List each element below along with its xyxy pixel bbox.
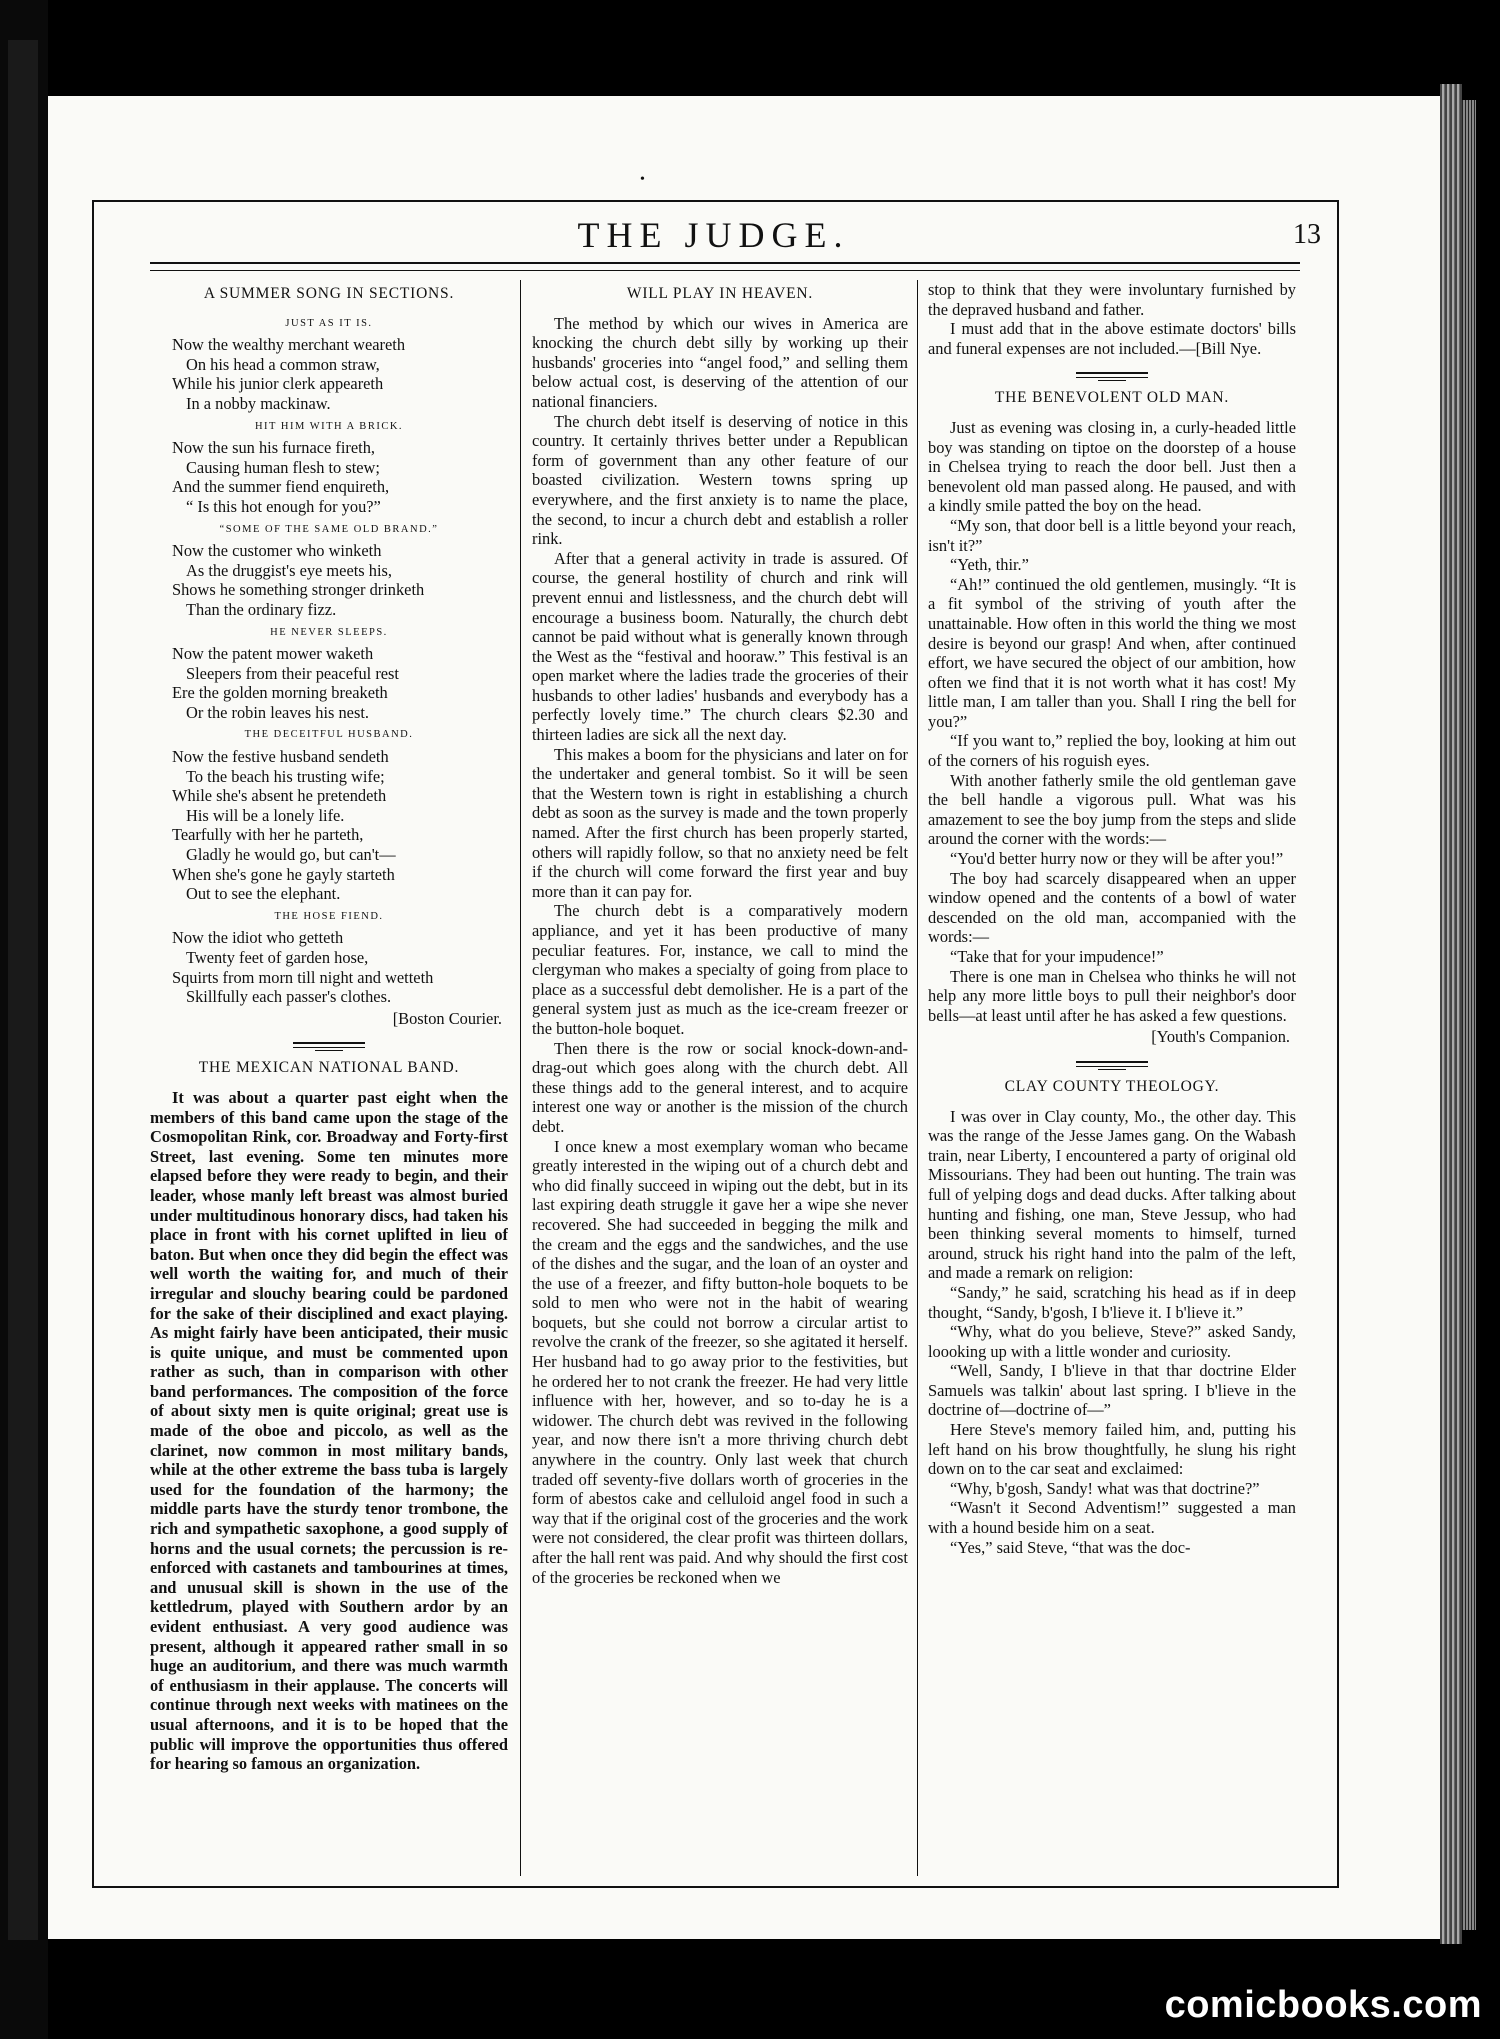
paragraph: The boy had scarcely disappeared when an upper window opened and the contents of a bowl of water descended on the old man, accompanied with the words:— [928,868,1296,947]
clay-article-title: CLAY COUNTY THEOLOGY. [1004,1077,1220,1095]
section-ornament [1076,372,1148,378]
paragraph: “You'd better hurry now or they will be after you!” [950,849,1284,869]
paragraph: After that a general activity in trade is assured. Of course, the general hostility of church and rink will prevent ennui and listlessness, and the church debt will encourage a business boom. Naturally, the church debt cannot be paid without what is generally known through the West as the “festival and hooraw.” This festival is an open market where the ladies trade the groceries of their husbands to other ladies' husbands and everybody has a perfectly lovely time.” The church clears $2.30 and thirteen ladies are sick all the next day. [532,548,908,745]
masthead: THE JUDGE. [577,215,850,255]
page-number: 13 [1293,219,1321,250]
heaven-article-body [532,314,908,1588]
poem-line: Gladly he would go, but can't— [186,845,396,865]
column-3 [928,280,1296,1870]
section-ornament [293,1042,365,1048]
column-divider-1 [520,280,521,1876]
paragraph: “Yeth, thir.” [950,555,1029,575]
poem-line: Out to see the elephant. [186,884,341,904]
paragraph: “Sandy,” he said, scratching his head as if in deep thought, “Sandy, b'gosh, I b'lieve it. I b'lieve it.” [928,1282,1296,1322]
heaven-article-continuation [928,280,1296,358]
poem-line: When she's gone he gayly starteth [172,864,395,884]
poem-line: Twenty feet of garden hose, [186,948,369,967]
book-page-edges-outer [1462,100,1476,1930]
paragraph: “Wasn't it Second Adventism!” suggested a man with a hound beside him on a seat. [928,1498,1296,1538]
poem-attribution: [Boston Courier. [392,1008,502,1028]
poem-line: Causing human flesh to stew; [186,457,380,477]
poem-line: Or the robin leaves his nest. [186,702,369,722]
poem-line: As the druggist's eye meets his, [186,560,392,580]
poem-line: Now the sun his furnace fireth, [172,438,376,458]
scan-left-margin [0,0,48,2039]
paragraph: I was over in Clay county, Mo., the other day. This was the range of the Jesse James gang. On the Wabash train, near Liberty, I encountered a party of original old Missourians. They had been out hunting. The train was full of yelping dogs and dead ducks. After talking about hunting and fishing, one man, Steve Jessup, who had been thinking several moments to himself, turned around, struck his right hand into the palm of the left, and made a remark on religion: [928,1106,1296,1283]
paragraph: “If you want to,” replied the boy, looking at him out of the corners of his roguish eyes. [928,731,1296,771]
paragraph: The church debt itself is deserving of notice in this country. It certainly thrives better under a Republican form of government than any other feature of our boasted civilization. Western towns spring up everywhere, and the first anxiety is to name the place, the second, to incur a church debt and establish a roller rink. [532,411,908,549]
poem-line: Ere the golden morning breaketh [172,683,388,703]
band-article-title: THE MEXICAN NATIONAL BAND. [198,1059,460,1077]
benevolent-article-body [928,418,1296,1025]
column-1 [150,280,508,1870]
poem-line: Shows he something stronger drinketh [172,580,425,600]
heaven-article-title: WILL PLAY IN HEAVEN. [626,285,814,302]
band-article-body: It was about a quarter past eight when the members of this band came upon the stage of the Cosmopolitan Rink, cor. Broadway and Forty-first Street, last evening. Some ten minutes more elapsed before they were ready to begin, and their leader, whose manly left breast was almost buried under multitudinous honorary discs, had taken his place in front with his cornet uplifted in lieu of baton. But when once they did begin the effect was well worth the waiting for, and much of their irregular and slouchy bearing could be pardoned for the sake of their disciplined and exact playing. As might fairly have been anticipated, their music is quite unique, and must be commented upon rather as such, than in comparison with other band performances. The composition of the force of about sixty men is quite original; great use is made of the oboe and piccolo, as well as the clarinet, now common in most military bands, while at the other extreme the bass tuba is largely used for the foundation of the harmony; the middle parts have the sturdy tenor trombone, the rich and sympathetic saxophone, a good supply of horns and the usual cornets; the percussion is re-enforced with castanets and tambourines at times, and unusual skill is shown in the use of the kettledrum, played with Southern ardor by an evident enthusiast. A very good audience was present, although it appeared rather small in so huge an auditorium, and there was much warmth of enthusiasm in their applause. The concerts will continue through next weeks with matinees on the usual afternoons, and it is to be hoped that the public will improve the opportunities thus offered for hearing so famous an organization. [150,1087,508,1774]
poem-line: Now the festive husband sendeth [172,747,389,767]
paragraph: “Well, Sandy, I b'lieve in that thar doctrine Elder Samuels was talkin' about last spring. I b'lieve in the doctrine of—doctrine of—” [928,1361,1296,1420]
paragraph: The church debt is a comparatively modern appliance, and yet it has been productive of many peculiar features. For, instance, we call to mind the clergyman who makes a specialty of going from place to place as a successful debt demolisher. He is a part of the general system just as much as the ice-cream freezer or the button-hole boquet. [532,901,908,1038]
section-ornament [1076,1061,1148,1067]
poem-line: In a nobby mackinaw. [186,393,331,413]
poem-section-head: HIT HIM WITH A BRICK. [254,420,404,432]
paragraph: stop to think that they were involuntary furnished by the depraved husband and father. [928,280,1296,319]
paragraph: Here Steve's memory failed him, and, putting his left hand on his brow thoughtfully, he slung his right down on to the car seat and exclaimed: [928,1420,1296,1479]
poem-line: “ Is this hot enough for you?” [186,496,381,516]
poem-line: Skillfully each passer's clothes. [186,987,392,1007]
poem-line: While his junior clerk appeareth [172,374,384,394]
column-2 [532,280,908,1870]
poem-line: On his head a common straw, [186,354,380,374]
poem-line: And the summer fiend enquireth, [172,477,390,497]
paragraph: Just as evening was closing in, a curly-headed little boy was standing on tiptoe on the doorstep of a house in Chelsea trying to reach the door bell. Just then a benevolent old man passed along. He paused, and with a kindly smile patted the boy on the head. [928,417,1296,516]
poem-section-head: THE HOSE FIEND. [274,910,384,922]
site-watermark: comicbooks.com [1164,1984,1482,2026]
paragraph: “My son, that door bell is a little beyond your reach, isn't it?” [928,515,1296,555]
poem-title: A SUMMER SONG IN SECTIONS. [203,285,455,302]
poem-line: Now the wealthy merchant weareth [172,335,406,355]
paragraph: “Take that for your impudence!” [950,947,1164,966]
poem-section-head: HE NEVER SLEEPS. [270,626,388,638]
paragraph: “Why, what do you believe, Steve?” asked Sandy, loooking up with a little wonder and curiosity. [928,1322,1296,1361]
poem-body [150,314,508,1007]
benevolent-attribution: [Youth's Companion. [1151,1027,1290,1047]
poem-section-head: “SOME OF THE SAME OLD BRAND.” [219,523,439,535]
poem-section-head: JUST AS IT IS. [285,317,373,329]
column-divider-2 [917,280,918,1876]
page-header [92,213,1335,257]
poem-line: To the beach his trusting wife; [186,766,385,786]
benevolent-article-title: THE BENEVOLENT OLD MAN. [994,389,1230,407]
paragraph: I once knew a most exemplary woman who became greatly interested in the wiping out of a church debt and who did finally succeed in wiping out the debt, but in its last expiring death struggle it gave her a wipe she never recovered. She had succeeded in begging the milk and the cream and the eggs and the sandwiches, and the use of the dishes and the sugar, and the loan of an oyster and the use of a freezer, and fifty button-hole boquets to be sold to men who were not in the habit of wearing boquets, but she could not borrow a circular artist to revolve the crank of the freezer, so she agitated it herself. Her husband had to go away prior to the festivities, but he ordered her to not crank the freezer. He had very little influence with her, however, and so to-day he is a widower. The church debt was revived in the following year, and now there isn't a more thriving church debt anywhere in the country. Only last week that church traded off seventy-five dollars worth of groceries in the form of abestos cake and celluloid angel food in such a way that if the original cost of the groceries and the work were not considered, the clear profit was thirteen dollars, after the hall rent was paid. And why should the first cost of the groceries be reckoned when we [532,1136,908,1587]
print-speck: • [640,172,645,187]
paragraph: With another fatherly smile the old gentleman gave the bell handle a vigorous pull. What was his amazement to see the boy jump from the steps and slide around the corner with the words:— [928,770,1296,849]
poem-line: Now the customer who winketh [172,541,382,561]
adjacent-page-edge [8,40,38,1940]
paragraph: This makes a boom for the physicians and later on for the undertaker and general tombist. So it will be seen that the Western town is right in establishing a church debt as soon as the survey is made and the town properly named. After the first church has been properly started, others will rapidly follow, so that no anxiety need be felt if the church will come forward the first year and buy more than it can pay for. [532,744,908,901]
poem-line: Sleepers from their peaceful rest [186,663,399,683]
paragraph: The method by which our wives in America are knocking the church debt silly by working up their husbands' groceries into “angel food,” and selling them below actual cost, is deserving of the attention of our national financiers. [532,313,908,411]
poem-line: Now the idiot who getteth [172,928,344,948]
poem-line: Tearfully with her he parteth, [172,825,364,845]
paragraph: There is one man in Chelsea who thinks he will not help any more little boys to pull their neighbor's door bells—at least until after he has asked a few questions. [928,966,1296,1025]
poem-line: Now the patent mower waketh [172,644,374,664]
poem-line: His will be a lonely life. [186,805,345,825]
paragraph: “Yes,” said Steve, “that was the doc- [950,1537,1191,1557]
clay-article-body [928,1107,1296,1558]
poem-line: While she's absent he pretendeth [172,786,387,806]
poem-line: Than the ordinary fizz. [186,599,337,619]
paragraph: “Ah!” continued the old gentlemen, musingly. “It is a fit symbol of the striving of youth after the unattainable. How often in this world the thing we most desire is beyond our grasp! And when, after continued effort, we have secured the object of our ambition, how often we find that it is not worth what it has cost! My little man, I am taller than you. Shall I ring the bell for you?” [928,574,1296,731]
book-page-edges [1440,84,1462,1944]
poem-section-head: THE DECEITFUL HUSBAND. [244,729,414,741]
paragraph: Then there is the row or social knock-down-and-drag-out which goes along with the church debt. All these things add to the general interest, and to acquire interest one way or another is the mission of the church debt. [532,1038,908,1136]
header-rule [150,262,1300,271]
paragraph: “Why, b'gosh, Sandy! what was that doctrine?” [950,1478,1260,1498]
paragraph: I must add that in the above estimate doctors' bills and funeral expenses are not included.—[Bill Nye. [928,319,1296,358]
poem-line: Squirts from morn till night and wetteth [172,967,434,987]
